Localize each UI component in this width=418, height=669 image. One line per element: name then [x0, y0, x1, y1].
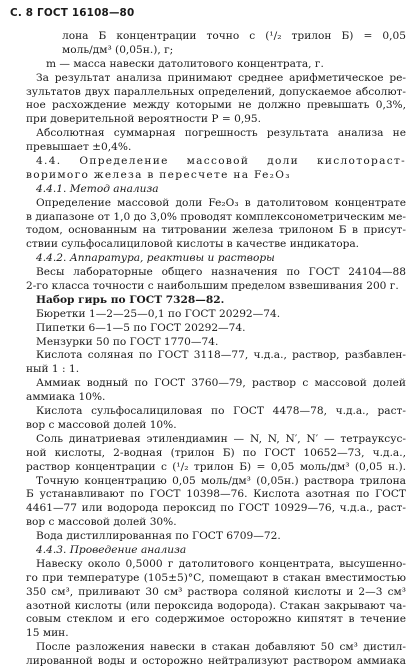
- text-line: лированной воды и осторожно нейтрализуют раствором аммиака: [26, 655, 406, 668]
- text-line: Кислота соляная по ГОСТ 3118—77, ч.д.а., раствор, разбавлен-: [36, 349, 406, 362]
- text-line: 4461—77 или водорода пероксид по ГОСТ 10929—76, ч.д.а., раст-: [26, 502, 406, 515]
- text-line: моль/дм³ (0,05н.), г;: [62, 43, 174, 56]
- text-line: 4.4. Определение массовой доли кислотораст-: [36, 155, 406, 168]
- text-line: лона Б концентрации точно c (¹/₂ трилон Б) = 0,05: [62, 30, 406, 42]
- text-line: m — масса навески датолитового концентрата, г.: [46, 57, 324, 70]
- text-line: вор с массовой долей 10%.: [26, 418, 177, 431]
- text-line: Навеску около 0,5000 г датолитового концентрата, высушенно-: [36, 557, 406, 570]
- text-line: 15 мин.: [26, 627, 69, 640]
- text-line: Кислота сульфосалициловая по ГОСТ 4478—78, ч.д.а., раст-: [36, 405, 406, 418]
- text-line: Бюретки 1—2—25—0,1 по ГОСТ 20292—74.: [36, 307, 281, 320]
- text-line: Вода дистиллированная по ГОСТ 6709—72.: [36, 530, 281, 543]
- text-line: ный 1 : 1.: [26, 363, 80, 376]
- text-line: За результат анализа принимают среднее арифметическое ре-: [36, 71, 406, 84]
- text-line: 350 см³, приливают 30 см³ раствора соляной кислоты и 2—3 см³: [26, 585, 406, 598]
- text-line: 4.4.3. Проведение анализа: [36, 543, 187, 556]
- text-line: 2-го класса точности с наибольшим пределом взвешивания 200 г.: [26, 280, 399, 293]
- text-line: Аммиак водный по ГОСТ 3760—79, раствор с массовой долей: [36, 377, 406, 390]
- text-line: 4.4.2. Аппаратура, реактивы и растворы: [36, 252, 275, 265]
- text-line: Абсолютная суммарная погрешность результата анализа не: [36, 127, 406, 140]
- text-line: раствор концентрации c (¹/₂ трилон Б) = 0,05 моль/дм³ (0,05 н.).: [26, 460, 406, 473]
- text-line: тодом, основанным на титровании железа трилоном Б в присут-: [26, 224, 406, 237]
- text-line: Пипетки 6—1—5 по ГОСТ 20292—74.: [36, 321, 246, 334]
- text-line: зультатов двух параллельных определений, допускаемое абсолют-: [26, 85, 406, 98]
- text-line: Определение массовой доли Fe₂O₃ в датолитовом концентрате: [36, 196, 406, 209]
- document-body: [26, 30, 406, 669]
- text-line: в диапазоне от 1,0 до 3,0% проводят комплексонометрическим ме-: [26, 210, 406, 223]
- text-line: совым стеклом и его содержимое осторожно кипятят в течение: [26, 613, 406, 626]
- text-line: вор с массовой долей 30%.: [26, 516, 177, 529]
- text-line: Мензурки 50 по ГОСТ 1770—74.: [36, 335, 219, 348]
- text-line: После разложения навески в стакан добавляют 50 см³ дистил-: [36, 641, 406, 654]
- page-header: С. 8 ГОСТ 16108—80: [10, 7, 135, 19]
- text-line: Точную концентрацию 0,05 моль/дм³ (0,05н.) раствора трилона: [36, 474, 406, 487]
- text-line: Набор гирь по ГОСТ 7328—82.: [36, 293, 225, 306]
- text-line: воримого железа в пересчете на Fe₂O₃: [26, 168, 291, 181]
- text-line: Весы лабораторные общего назначения по ГОСТ 24104—88: [36, 266, 406, 279]
- text-line: ное расхождение между которыми не должно превышать 0,3%,: [26, 99, 406, 112]
- text-line: ной кислоты, 2-водная (трилон Б) по ГОСТ 10652—73, ч.д.а.,: [26, 446, 406, 459]
- text-line: 4.4.1. Метод анализа: [36, 182, 159, 195]
- text-line: при доверительной вероятности P = 0,95.: [26, 113, 262, 126]
- text-line: азотной кислоты (или пероксида водорода). Стакан закрывают ча-: [26, 599, 406, 612]
- text-line: го при температуре (105±5)°С, помещают в стакан вместимостью: [26, 571, 406, 584]
- text-line: аммиака 10%.: [26, 391, 106, 404]
- text-line: Б устанавливают по ГОСТ 10398—76. Кислота азотная по ГОСТ: [26, 488, 406, 501]
- text-line: Соль динатриевая этилендиамин — N, N, N′, N′ — тетрауксус-: [36, 432, 406, 445]
- text-line: превышает ±0,4%.: [26, 141, 132, 154]
- text-line: ствии сульфосалициловой кислоты в качестве индикатора.: [26, 238, 360, 251]
